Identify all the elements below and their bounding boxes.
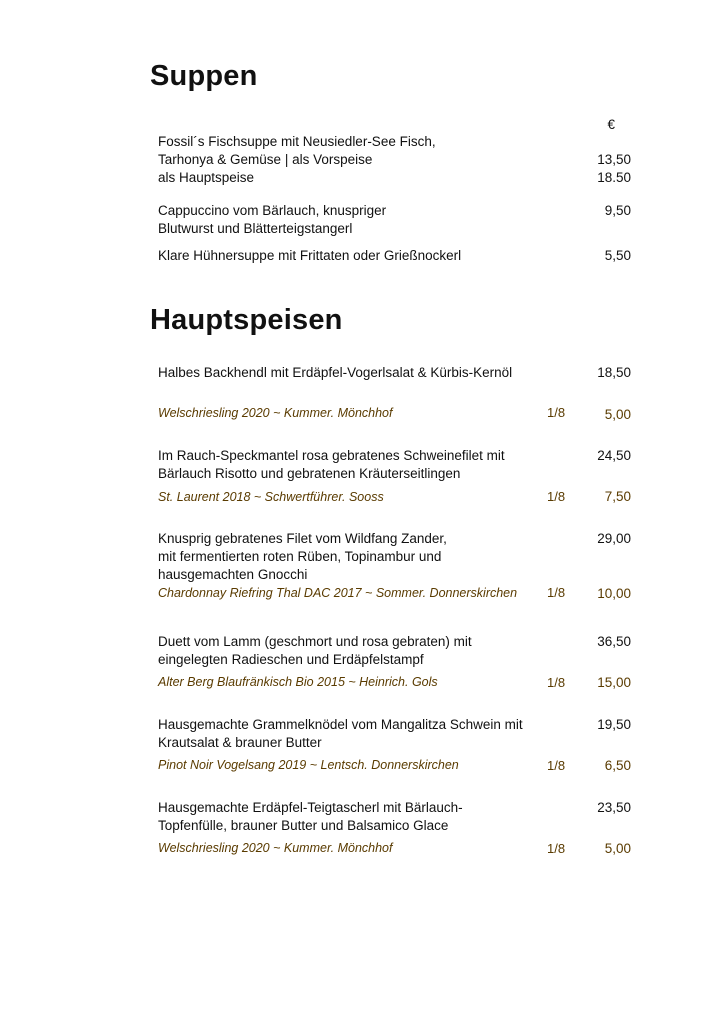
wine-price: 5,00 [604, 841, 631, 856]
menu-item-line: Bärlauch Risotto und gebratenen Kräuterseitlingen [158, 466, 461, 481]
menu-item-line: Krautsalat & brauner Butter [158, 735, 322, 750]
menu-item-line: Cappuccino vom Bärlauch, knuspriger [158, 203, 387, 218]
menu-item-cappuccino [158, 202, 386, 238]
menu-item-huehnersuppe [158, 247, 461, 265]
wine-size: 1/8 [547, 758, 566, 773]
menu-item-schweinefilet [158, 447, 505, 483]
wine-price: 15,00 [597, 675, 631, 690]
wine-price: 5,00 [604, 407, 631, 422]
currency-label: € [607, 117, 615, 132]
wine-size: 1/8 [547, 405, 566, 420]
price-lamm: 36,50 [597, 634, 631, 649]
menu-item-line: Blutwurst und Blätterteigstangerl [158, 221, 353, 236]
menu-item-line: als Hauptspeise [158, 170, 255, 185]
menu-item-line: Klare Hühnersuppe mit Frittaten oder Grießnockerl [158, 248, 462, 263]
wine-pairing: Welschriesling 2020 ~ Kummer. Mönchhof [158, 406, 393, 420]
wine-price: 6,50 [604, 758, 631, 773]
wine-price: 10,00 [597, 586, 631, 601]
wine-size: 1/8 [547, 585, 566, 600]
menu-item-line: Duett vom Lamm (geschmort und rosa gebraten) mit [158, 634, 472, 649]
menu-item-line: eingelegten Radieschen und Erdäpfelstampf [158, 652, 424, 667]
section-title-suppen: Suppen [150, 60, 258, 92]
section-title-hauptspeisen: Hauptspeisen [150, 304, 343, 336]
menu-item-line: hausgemachten Gnocchi [158, 567, 308, 582]
menu-item-line: Hausgemachte Grammelknödel vom Mangalitza Schwein mit [158, 717, 523, 732]
menu-item-line: Topfenfülle, brauner Butter und Balsamico Glace [158, 818, 449, 833]
menu-item-line: Halbes Backhendl mit Erdäpfel-Vogerlsalat & Kürbis-Kernöl [158, 365, 513, 380]
menu-item-line: Hausgemachte Erdäpfel-Teigtascherl mit Bärlauch- [158, 800, 463, 815]
menu-item-backhendl [158, 364, 512, 382]
menu-item-line: Knusprig gebratenes Filet vom Wildfang Zander, [158, 531, 447, 546]
menu-item-fischsuppe [158, 133, 436, 187]
wine-pairing: St. Laurent 2018 ~ Schwertführer. Sooss [158, 490, 384, 504]
menu-item-lamm [158, 633, 472, 669]
wine-size: 1/8 [547, 489, 566, 504]
price-fischsuppe-starter: 13,50 [597, 152, 631, 167]
price-huehnersuppe: 5,50 [604, 248, 631, 263]
wine-pairing: Pinot Noir Vogelsang 2019 ~ Lentsch. Donnerskirchen [158, 758, 459, 772]
price-fischsuppe-main: 18.50 [597, 170, 631, 185]
menu-item-zander [158, 530, 447, 584]
menu-item-line: mit fermentierten roten Rüben, Topinambur und [158, 549, 442, 564]
wine-pairing: Welschriesling 2020 ~ Kummer. Mönchhof [158, 841, 393, 855]
menu-item-grammelknoedel [158, 716, 523, 752]
wine-size: 1/8 [547, 841, 566, 856]
price-schweinefilet: 24,50 [597, 448, 631, 463]
wine-size: 1/8 [547, 675, 566, 690]
price-cappuccino: 9,50 [604, 203, 631, 218]
menu-item-line: Im Rauch-Speckmantel rosa gebratenes Schweinefilet mit [158, 448, 505, 463]
menu-item-teigtascherl [158, 799, 463, 835]
menu-item-line: Tarhonya & Gemüse | als Vorspeise [158, 152, 373, 167]
price-grammelknoedel: 19,50 [597, 717, 631, 732]
price-zander: 29,00 [597, 531, 631, 546]
wine-pairing: Alter Berg Blaufränkisch Bio 2015 ~ Heinrich. Gols [158, 675, 438, 689]
price-backhendl: 18,50 [597, 365, 631, 380]
price-teigtascherl: 23,50 [597, 800, 631, 815]
wine-pairing: Chardonnay Riefring Thal DAC 2017 ~ Sommer. Donnerskirchen [158, 586, 518, 600]
wine-price: 7,50 [604, 489, 631, 504]
menu-item-line: Fossil´s Fischsuppe mit Neusiedler-See Fisch, [158, 134, 436, 149]
